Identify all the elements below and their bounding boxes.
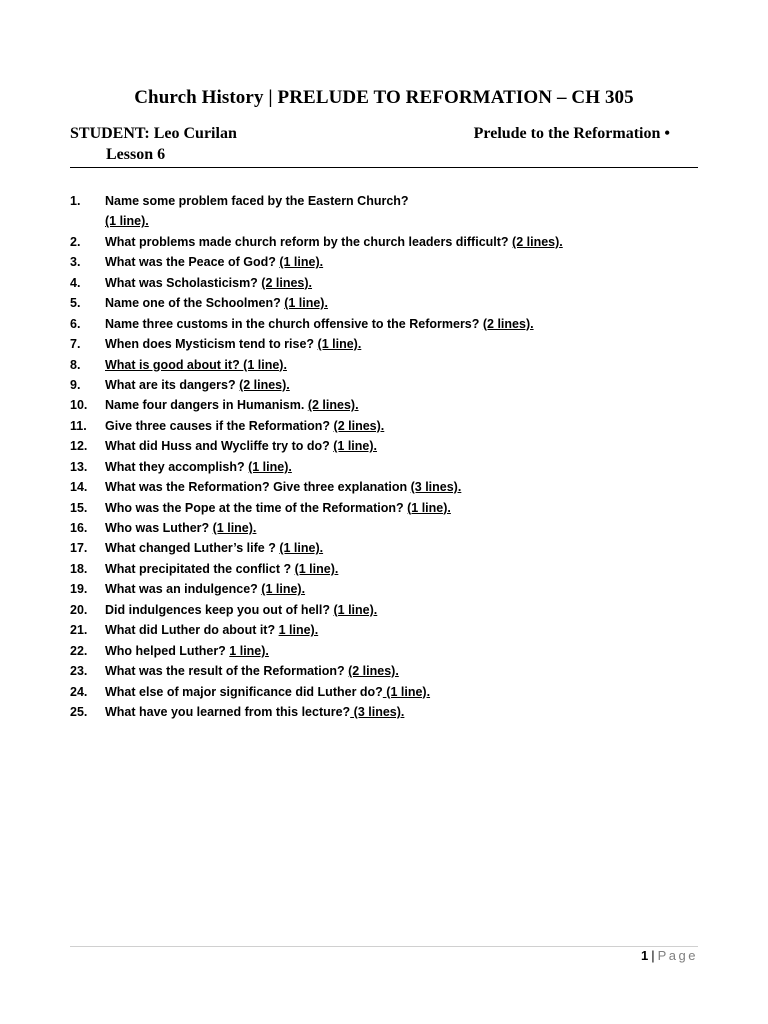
question-item-15 [70, 498, 710, 518]
question-text: Name one of the Schoolmen? [105, 296, 285, 311]
question-body [105, 375, 290, 395]
answer-length: (1 line). [317, 337, 362, 352]
question-item-24 [70, 682, 710, 702]
question-body [105, 620, 318, 640]
course-name: Prelude to the Reformation • [473, 125, 670, 142]
answer-length: (2 lines). [239, 377, 290, 392]
page-label: Page [657, 948, 698, 963]
question-item-4 [70, 273, 710, 293]
answer-length: (2 lines). [333, 418, 385, 433]
question-number: 16. [70, 521, 88, 536]
question-item-13 [70, 457, 710, 477]
question-body [105, 702, 404, 722]
question-number: 24. [70, 684, 88, 699]
question-number: 9. [70, 377, 81, 392]
answer-length: (2 lines). [261, 275, 313, 290]
answer-length: 1 line). [278, 623, 319, 638]
question-body [105, 641, 269, 661]
question-body [105, 355, 287, 375]
answer-length: (1 line). [279, 255, 324, 270]
answer-length: (1 line). [248, 459, 292, 474]
student-name: STUDENT: Leo Curilan [70, 125, 237, 142]
question-number: 1. [70, 194, 81, 208]
question-item-7 [70, 334, 710, 354]
lesson-label: Lesson 6 [106, 146, 166, 163]
answer-length: (1 line). [212, 521, 257, 536]
question-item-17 [70, 538, 710, 558]
page-number: 1 [641, 948, 649, 963]
question-item-2 [70, 232, 710, 252]
page-separator: | [651, 948, 655, 963]
question-body [105, 661, 399, 681]
question-number: 22. [70, 643, 88, 658]
question-item-3 [70, 252, 710, 272]
question-list [70, 191, 710, 722]
question-number: 8. [70, 357, 81, 372]
question-item-10 [70, 395, 710, 415]
question-text: What are its dangers? [105, 377, 240, 392]
answer-length: (1 line). [294, 561, 339, 576]
question-body [105, 273, 312, 293]
question-number: 20. [70, 602, 88, 617]
question-body [105, 314, 534, 334]
question-item-23 [70, 661, 710, 681]
question-body [105, 559, 338, 579]
question-number: 7. [70, 337, 81, 352]
question-text: Did indulgences keep you out of hell? [105, 602, 334, 617]
question-body [105, 518, 256, 538]
question-item-25 [70, 702, 710, 722]
question-item-14 [70, 477, 710, 497]
question-body [105, 436, 377, 456]
answer-length: (1 line). [407, 500, 451, 515]
question-number: 3. [70, 255, 81, 270]
question-text: What is good about it? [105, 357, 244, 372]
question-item-16 [70, 518, 710, 538]
question-body [105, 232, 563, 252]
question-text: Name four dangers in Humanism. [105, 398, 308, 413]
question-number: 5. [70, 296, 81, 311]
question-number: 10. [70, 398, 88, 413]
question-number: 17. [70, 541, 88, 556]
question-body [105, 579, 305, 599]
question-body [105, 600, 377, 620]
question-item-22 [70, 641, 710, 661]
answer-length: (1 line). [279, 541, 324, 556]
question-text: What precipitated the conflict ? [105, 561, 295, 576]
question-number: 15. [70, 500, 88, 515]
question-number: 2. [70, 234, 81, 249]
question-item-9 [70, 375, 710, 395]
question-text: What did Luther do about it? [105, 623, 279, 638]
answer-length: (2 lines). [482, 316, 534, 331]
question-number: 11. [70, 418, 87, 433]
question-item-11 [70, 416, 710, 436]
answer-length: (1 line). [333, 602, 378, 617]
answer-length: (1 line). [333, 439, 378, 454]
question-number: 19. [70, 582, 88, 597]
question-item-6 [70, 314, 710, 334]
question-body [105, 334, 361, 354]
question-item-19 [70, 579, 710, 599]
page-title: Church History | PRELUDE TO REFORMATION – CH 305 [134, 87, 634, 108]
question-text: What changed Luther’s life ? [105, 541, 280, 556]
answer-length: (3 lines). [410, 480, 462, 495]
answer-length: (3 lines). [350, 704, 405, 719]
question-text: What was an indulgence? [105, 582, 262, 597]
question-text: When does Mysticism tend to rise? [105, 337, 318, 352]
question-text: What have you learned from this lecture? [105, 704, 351, 719]
question-body [105, 498, 451, 518]
answer-length: (1 line). [243, 357, 287, 372]
question-text: What was Scholasticism? [105, 275, 262, 290]
question-body [105, 682, 430, 702]
question-number: 25. [70, 704, 88, 719]
student-header [70, 125, 698, 168]
question-text: What was the result of the Reformation? [105, 664, 349, 679]
question-text: What else of major significance did Luther do? [105, 684, 383, 699]
question-text: What did Huss and Wycliffe try to do? [105, 439, 334, 454]
answer-length: (1 line). [284, 296, 328, 311]
question-item-5 [70, 293, 710, 313]
question-item-1 [70, 191, 710, 232]
question-number: 6. [70, 316, 81, 331]
question-number: 14. [70, 480, 88, 495]
question-number: 18. [70, 561, 88, 576]
question-text: Name some problem faced by the Eastern Church? [105, 194, 409, 208]
question-text: Who was the Pope at the time of the Reformation? [105, 500, 408, 515]
question-body [105, 416, 384, 436]
answer-length: (2 lines). [307, 398, 359, 413]
question-body [105, 477, 461, 497]
question-body [105, 395, 359, 415]
answer-length: 1 line). [229, 643, 269, 658]
question-body [105, 293, 328, 313]
question-item-18 [70, 559, 710, 579]
question-item-8 [70, 355, 710, 375]
answer-length: (2 lines). [348, 664, 399, 679]
answer-length: (1 line). [261, 582, 306, 597]
page-footer [641, 948, 698, 963]
question-text: What was the Reformation? Give three explanation [105, 480, 411, 495]
question-body [105, 252, 323, 272]
question-text: Who helped Luther? [105, 643, 230, 658]
question-text: Name three customs in the church offensive to the Reformers? [105, 316, 483, 331]
question-number: 4. [70, 275, 81, 290]
question-text: What they accomplish? [105, 459, 249, 474]
question-body [105, 538, 323, 558]
question-text: Who was Luther? [105, 521, 213, 536]
question-text: Give three causes if the Reformation? [105, 418, 334, 433]
question-item-21 [70, 620, 710, 640]
footer-divider [70, 946, 698, 947]
question-number: 23. [70, 664, 88, 679]
question-body [105, 457, 292, 477]
answer-length: (1 line). [382, 684, 431, 699]
question-number: 13. [70, 459, 88, 474]
question-number: 12. [70, 439, 88, 454]
question-text: What problems made church reform by the church leaders difficult? [105, 234, 513, 249]
question-item-12 [70, 436, 710, 456]
question-text: What was the Peace of God? [105, 255, 280, 270]
question-item-20 [70, 600, 710, 620]
question-number: 21. [70, 623, 88, 638]
answer-length: (1 line). [105, 214, 149, 229]
answer-length: (2 lines). [512, 234, 563, 249]
